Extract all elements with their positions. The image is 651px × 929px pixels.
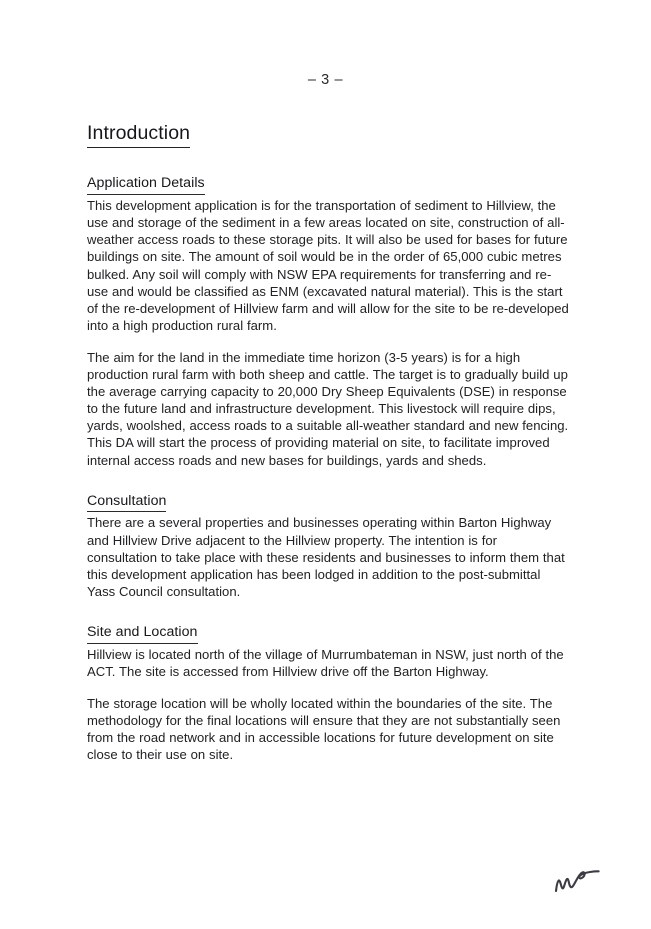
section-heading-consultation: Consultation — [87, 493, 166, 513]
paragraph: This development application is for the transportation of sediment to Hillview, the use and storage of the sediment in a few areas located on site, construction of all-weather access roads to these storage pits. It will also be used for bases for future buildings on site. The amount of soil would be in the order of 65,000 cubic metres bulked. Any soil will comply with NSW EPA requirements for transferring and re-use and would be classified as ENM (excavated natural material). This is the start of the re-development of Hillview farm and will allow for the site to be re-developed into a high production rural farm. — [87, 198, 569, 333]
handwritten-initials-annotation — [552, 857, 604, 897]
document-body — [87, 122, 569, 763]
page-title: Introduction — [87, 122, 190, 148]
section-site-and-location — [87, 623, 569, 763]
paragraph: The aim for the land in the immediate time horizon (3-5 years) is for a high production rural farm with both sheep and cattle. The target is to gradually build up the average carrying capacity to 20,000 Dry Sheep Equivalents (DSE) in response to the future land and infrastructure development. This livestock will require dips, yards, woolshed, access roads to a suitable all-weather standard and new fencing. This DA will start the process of providing material on site, to facilitate improved internal access roads and new bases for buildings, yards and sheds. — [87, 349, 569, 468]
paragraph: The storage location will be wholly located within the boundaries of the site. The methodology for the final locations will ensure that they are not substantially seen from the road network and in accessible locations for future development on site close to their use on site. — [87, 695, 561, 763]
section-heading-application-details: Application Details — [87, 175, 205, 195]
paragraph: There are a several properties and businesses operating within Barton Highway and Hillview Drive adjacent to the Hillview property. The intention is for consultation to take place with these residents and businesses to inform them that this development application has been lodged in addition to the post-submittal Yass Council consultation. — [87, 515, 565, 599]
section-application-details — [87, 174, 569, 468]
section-heading-site-and-location: Site and Location — [87, 624, 198, 644]
paragraph: Hillview is located north of the village of Murrumbateman in NSW, just north of the ACT. The site is accessed from Hillview drive off the Barton Highway. — [87, 646, 564, 679]
page-number: – 3 – — [307, 72, 344, 88]
section-consultation — [87, 492, 569, 600]
signature-icon — [552, 857, 604, 897]
